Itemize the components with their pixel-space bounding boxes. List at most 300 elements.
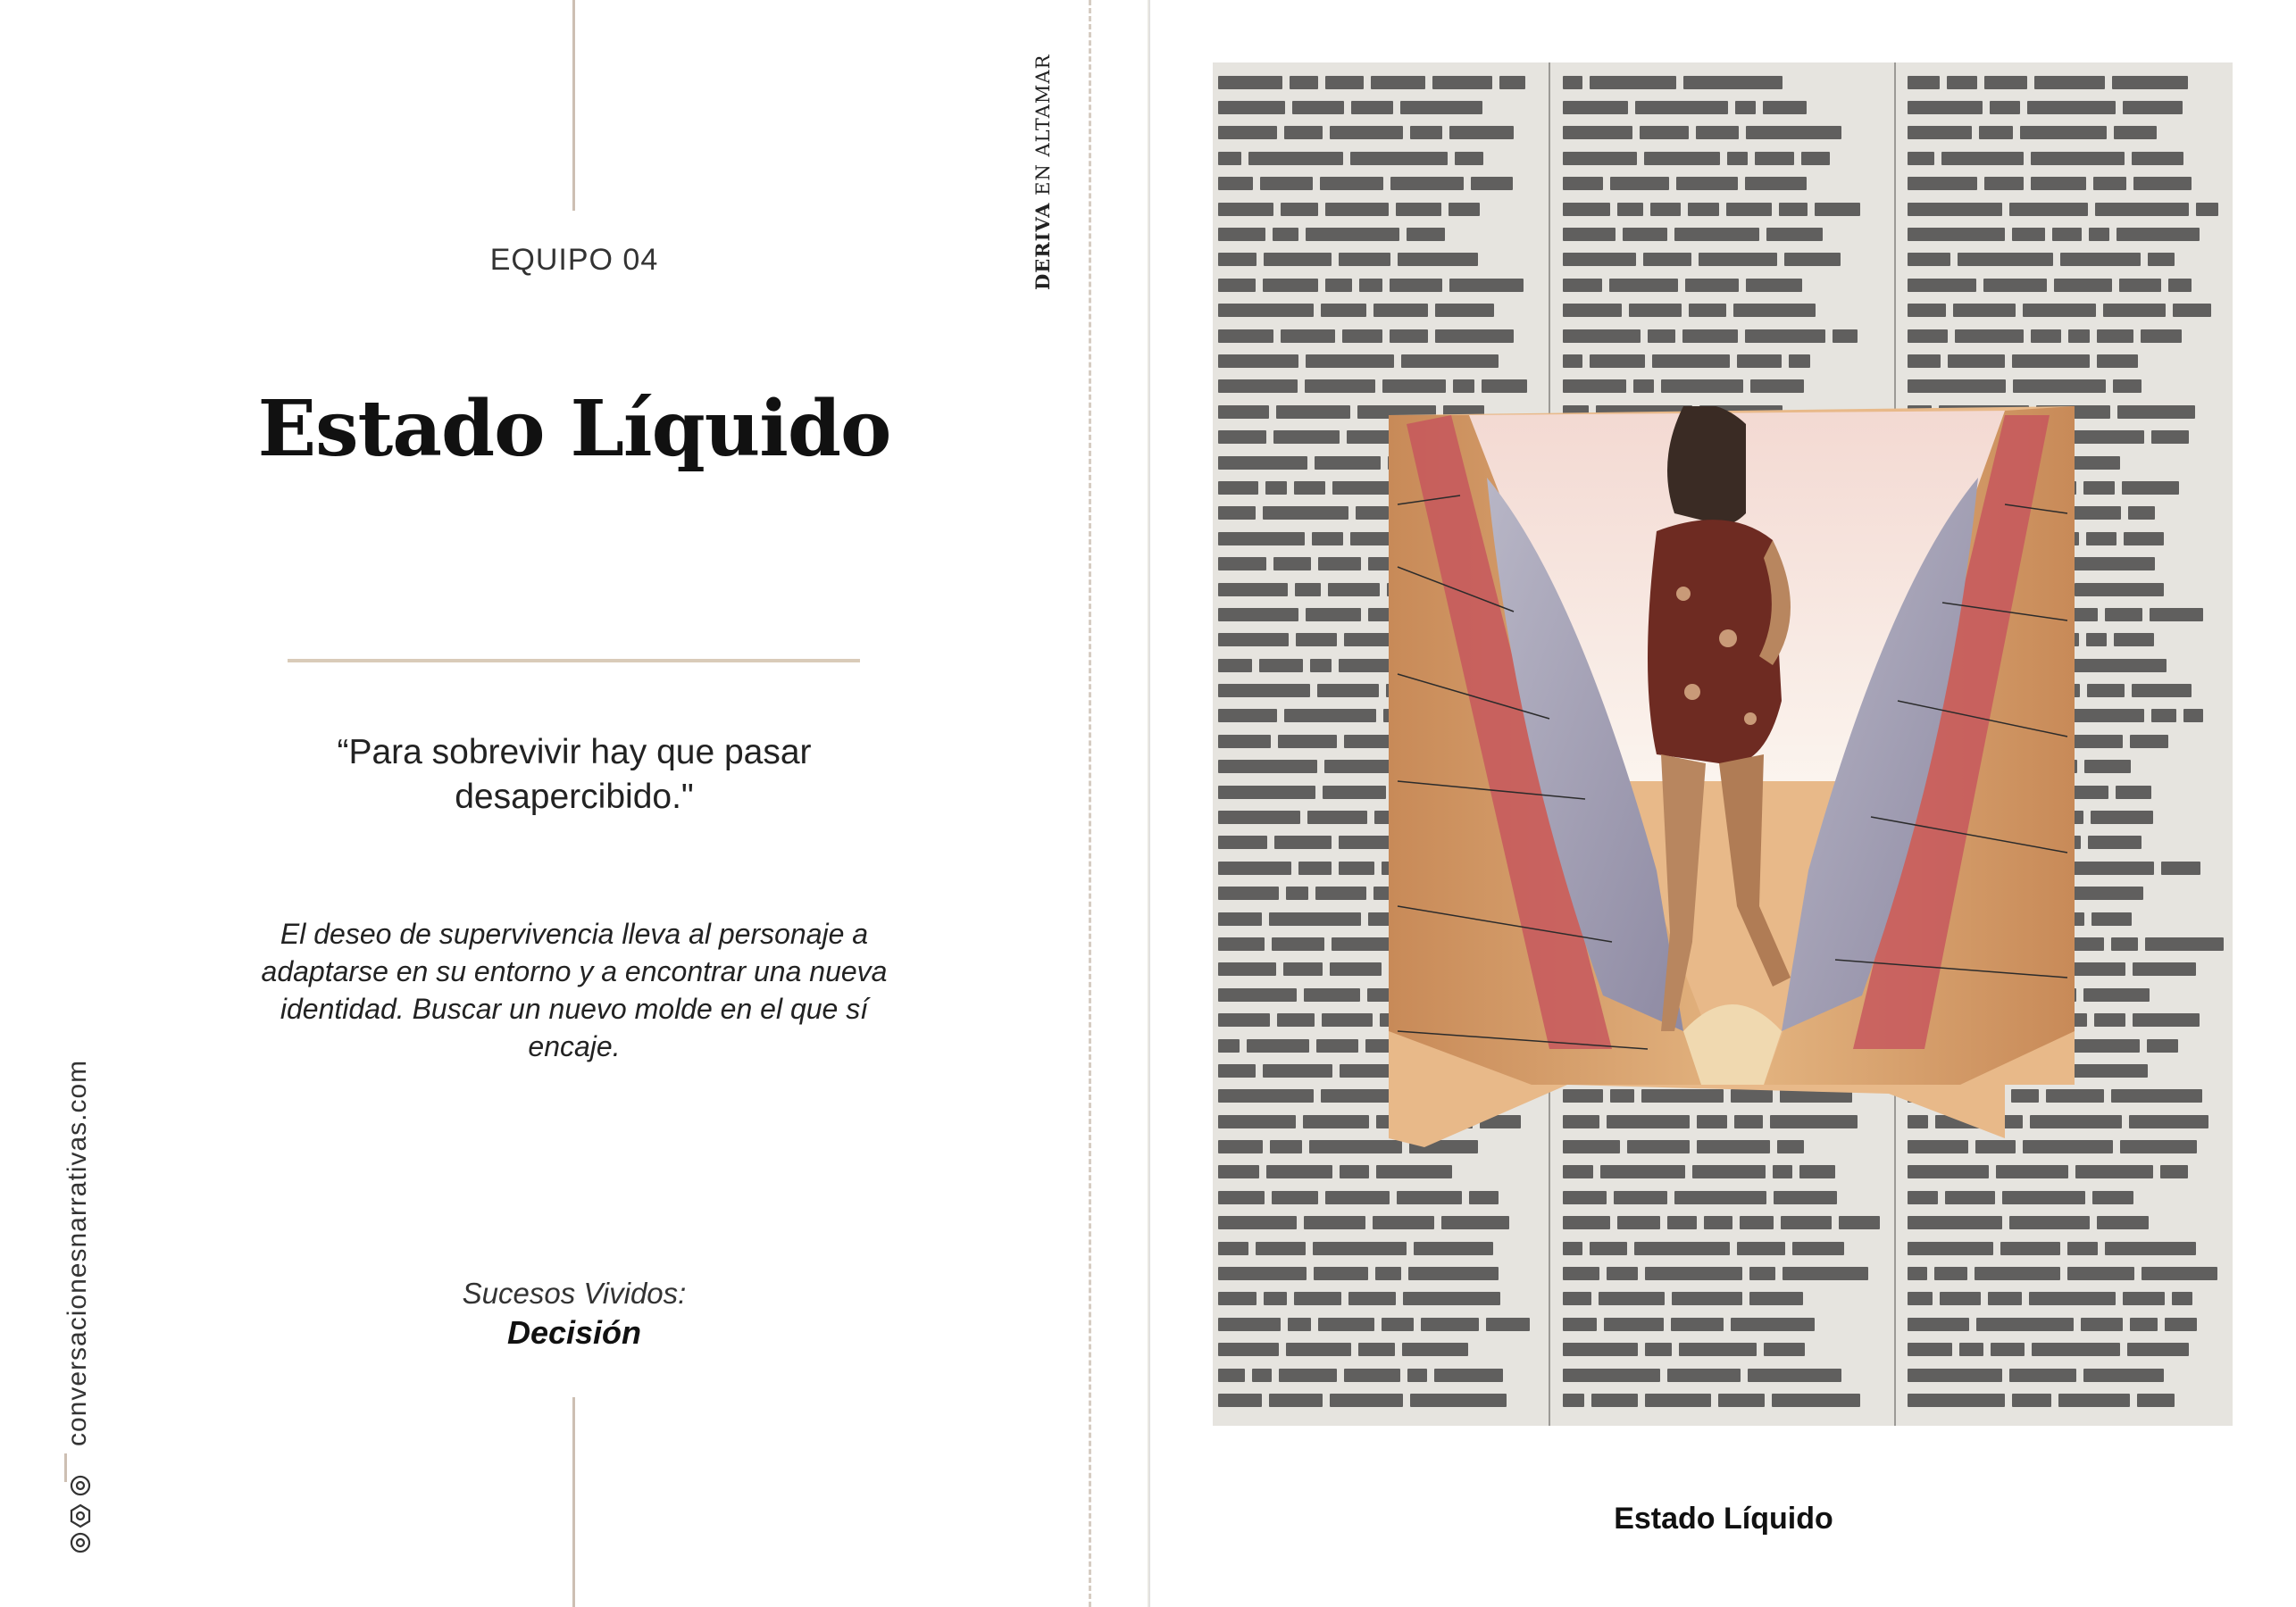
newsprint-word	[2013, 379, 2106, 393]
newsprint-line	[1902, 1261, 2233, 1286]
newsprint-line	[1213, 1387, 1545, 1412]
newsprint-word	[1471, 177, 1513, 190]
newsprint-word	[1667, 1216, 1697, 1229]
newsprint-word	[1218, 1343, 1279, 1356]
newsprint-word	[1359, 279, 1382, 292]
newsprint-word	[1650, 203, 1681, 216]
newsprint-word	[1218, 1140, 1263, 1153]
newsprint-word	[1908, 1191, 1938, 1204]
newsprint-line	[1213, 70, 1545, 95]
newsprint-word	[1683, 76, 1783, 89]
newsprint-word	[1674, 1191, 1766, 1204]
newsprint-line	[1213, 1236, 1545, 1261]
newsprint-word	[1272, 1191, 1318, 1204]
newsprint-word	[1328, 583, 1380, 596]
newsprint-word	[1563, 177, 1603, 190]
newsprint-word	[2031, 177, 2086, 190]
newsprint-word	[1218, 1216, 1297, 1229]
brand-logo-icon	[66, 1473, 95, 1555]
newsprint-word	[2052, 228, 2082, 241]
newsprint-word	[1218, 1013, 1270, 1027]
newsprint-word	[1908, 76, 1940, 89]
newsprint-word	[2097, 354, 2138, 368]
newsprint-word	[1908, 1343, 1952, 1356]
newsprint-word	[1373, 304, 1428, 317]
newsprint-word	[1218, 557, 1266, 570]
newsprint-word	[1407, 228, 1445, 241]
newsprint-word	[2147, 1039, 2178, 1053]
newsprint-word	[1908, 228, 2005, 241]
newsprint-word	[1449, 126, 1514, 139]
newsprint-word	[1270, 1140, 1302, 1153]
newsprint-word	[1783, 1267, 1868, 1280]
newsprint-word	[1685, 279, 1739, 292]
newsprint-line	[1213, 1362, 1545, 1387]
newsprint-word	[2123, 101, 2183, 114]
newsprint-word	[1325, 76, 1364, 89]
newsprint-word	[1645, 1343, 1672, 1356]
newsprint-word	[1640, 126, 1689, 139]
newsprint-word	[2029, 1292, 2116, 1305]
newsprint-word	[1774, 1191, 1837, 1204]
newsprint-word	[1350, 152, 1448, 165]
newsprint-word	[1390, 329, 1428, 343]
newsprint-word	[1290, 76, 1318, 89]
newsprint-word	[2060, 253, 2141, 266]
newsprint-word	[1563, 126, 1632, 139]
newsprint-word	[1218, 1369, 1245, 1382]
newsprint-word	[1792, 1242, 1844, 1255]
newsprint-word	[2075, 583, 2164, 596]
newsprint-line	[1213, 171, 1545, 196]
newsprint-word	[1218, 1165, 1259, 1178]
newsprint-word	[1318, 1318, 1374, 1331]
newsprint-word	[1908, 1369, 2002, 1382]
newsprint-word	[1908, 304, 1946, 317]
newsprint-word	[1273, 557, 1311, 570]
newsprint-word	[1218, 1242, 1248, 1255]
newsprint-word	[1344, 633, 1392, 646]
newsprint-word	[2091, 811, 2153, 824]
newsprint-word	[1563, 228, 1616, 241]
newsprint-word	[2032, 1343, 2120, 1356]
newsprint-line	[1902, 1311, 2233, 1336]
newsprint-word	[1265, 481, 1287, 495]
newsprint-word	[1435, 329, 1514, 343]
newsprint-word	[1735, 101, 1756, 114]
newsprint-word	[2012, 354, 2090, 368]
newsprint-word	[1322, 1013, 1373, 1027]
newsprint-word	[1953, 304, 2016, 317]
newsprint-word	[1218, 456, 1307, 470]
newsprint-word	[2083, 1369, 2164, 1382]
newsprint-word	[1281, 329, 1335, 343]
newsprint-word	[1264, 1292, 1287, 1305]
newsprint-word	[1310, 659, 1332, 672]
newsprint-word	[1983, 279, 2047, 292]
newsprint-word	[1948, 354, 2005, 368]
newsprint-word	[2068, 329, 2090, 343]
newsprint-word	[1748, 1369, 1841, 1382]
newsprint-word	[1908, 1394, 2005, 1407]
newsprint-word	[2086, 633, 2107, 646]
newsprint-line	[1557, 1185, 1890, 1210]
newsprint-word	[1382, 379, 1446, 393]
newsprint-line	[1902, 196, 2233, 221]
newsprint-word	[2075, 1165, 2153, 1178]
newsprint-word	[2173, 304, 2211, 317]
newsprint-word	[1390, 279, 1442, 292]
newsprint-word	[1908, 152, 1934, 165]
newsprint-word	[1959, 1343, 1983, 1356]
newsprint-word	[1330, 1394, 1403, 1407]
newsprint-word	[1679, 1343, 1757, 1356]
newsprint-line	[1213, 298, 1545, 323]
newsprint-word	[1342, 329, 1382, 343]
newsprint-word	[1645, 1267, 1742, 1280]
newsprint-word	[1375, 1267, 1401, 1280]
newsprint-word	[1749, 1267, 1775, 1280]
newsprint-line	[1557, 374, 1890, 399]
newsprint-word	[1315, 887, 1366, 900]
newsprint-word	[1763, 101, 1807, 114]
newsprint-line	[1557, 1160, 1890, 1185]
newsprint-word	[1941, 152, 2024, 165]
newsprint-word	[1218, 786, 1315, 799]
newsprint-line	[1557, 1261, 1890, 1286]
newsprint-word	[1766, 228, 1823, 241]
newsprint-word	[1958, 253, 2053, 266]
newsprint-word	[1990, 101, 2020, 114]
newsprint-word	[2123, 1292, 2165, 1305]
spine-title: DERIVA EN ALTAMAR	[1031, 54, 1054, 290]
newsprint-line	[1213, 1160, 1545, 1185]
newsprint-word	[1303, 1115, 1369, 1128]
newsprint-word	[2009, 203, 2088, 216]
newsprint-word	[1218, 583, 1288, 596]
newsprint-word	[2128, 506, 2155, 520]
newsprint-word	[1746, 126, 1841, 139]
newsprint-word	[1414, 1242, 1493, 1255]
newsprint-word	[2112, 76, 2188, 89]
newsprint-word	[1674, 228, 1759, 241]
newsprint-word	[1839, 1216, 1880, 1229]
newsprint-line	[1213, 1211, 1545, 1236]
newsprint-word	[1590, 354, 1645, 368]
newsprint-line	[1557, 221, 1890, 246]
newsprint-word	[1643, 253, 1691, 266]
newsprint-word	[2196, 203, 2218, 216]
newsprint-word	[1976, 1318, 2074, 1331]
newsprint-word	[2031, 329, 2061, 343]
newsprint-line	[1902, 1362, 2233, 1387]
newsprint-word	[1563, 304, 1622, 317]
newsprint-word	[1563, 1242, 1582, 1255]
newsprint-word	[1318, 557, 1361, 570]
newsprint-word	[1263, 279, 1318, 292]
newsprint-word	[1731, 1318, 1815, 1331]
newsprint-word	[1402, 1343, 1468, 1356]
newsprint-line	[1557, 348, 1890, 373]
newsprint-word	[2124, 532, 2164, 545]
newsprint-word	[1344, 1369, 1400, 1382]
newsprint-line	[1557, 196, 1890, 221]
newsprint-line	[1557, 171, 1890, 196]
newsprint-word	[1316, 1039, 1358, 1053]
newsprint-word	[1733, 304, 1816, 317]
newsprint-word	[1908, 1216, 2002, 1229]
newsprint-word	[2023, 304, 2096, 317]
newsprint-word	[1321, 304, 1366, 317]
newsprint-word	[2116, 228, 2200, 241]
description-text: El deseo de supervivencia lleva al personaje a adaptarse en su entorno y a encontrar una nueva identidad. Buscar un nuevo molde en el que sí encaje.	[261, 918, 888, 1062]
newsprint-word	[1908, 354, 1941, 368]
newsprint-line	[1213, 196, 1545, 221]
bottom-divider	[572, 1397, 575, 1607]
newsprint-word	[1218, 709, 1277, 722]
newsprint-word	[2072, 709, 2144, 722]
newsprint-word	[1218, 177, 1253, 190]
newsprint-word	[2097, 329, 2133, 343]
newsprint-word	[1689, 304, 1726, 317]
newsprint-word	[1781, 1216, 1832, 1229]
collage-image	[1389, 406, 2075, 1147]
newsprint-word	[1398, 253, 1478, 266]
newsprint-word	[1908, 1292, 1933, 1305]
newsprint-word	[1218, 1267, 1307, 1280]
newsprint-word	[1590, 76, 1676, 89]
newsprint-word	[2117, 405, 2195, 419]
newsprint-word	[1252, 1369, 1272, 1382]
newsprint-word	[2119, 279, 2161, 292]
newsprint-word	[1259, 659, 1303, 672]
newsprint-word	[1600, 1165, 1685, 1178]
spine-fold-line	[1089, 0, 1091, 1607]
newsprint-word	[2034, 76, 2105, 89]
newsprint-word	[2133, 962, 2196, 976]
newsprint-word	[1218, 279, 1256, 292]
newsprint-word	[2067, 1242, 2098, 1255]
newsprint-line	[1557, 247, 1890, 272]
newsprint-word	[2111, 937, 2138, 951]
right-page-caption: Estado Líquido	[1614, 1502, 1833, 1536]
newsprint-word	[1975, 1267, 2060, 1280]
newsprint-word	[1617, 1216, 1660, 1229]
newsprint-word	[1644, 152, 1720, 165]
newsprint-word	[2009, 1216, 2090, 1229]
newsprint-word	[2172, 1292, 2192, 1305]
newsprint-word	[1218, 684, 1310, 697]
newsprint-word	[2113, 379, 2142, 393]
events-value: Decisión	[506, 1314, 642, 1351]
newsprint-word	[1449, 279, 1524, 292]
newsprint-word	[1306, 228, 1399, 241]
newsprint-word	[1218, 811, 1300, 824]
newsprint-word	[1218, 1292, 1257, 1305]
newsprint-word	[1563, 279, 1602, 292]
newsprint-word	[1737, 354, 1782, 368]
newsprint-word	[1799, 1165, 1835, 1178]
newsprint-word	[1661, 379, 1743, 393]
newsprint-word	[1908, 253, 1950, 266]
newsprint-word	[1563, 1343, 1638, 1356]
title-rule	[288, 659, 860, 662]
newsprint-word	[1672, 1292, 1742, 1305]
newsprint-word	[1323, 786, 1386, 799]
newsprint-word	[1908, 126, 1972, 139]
newsprint-word	[2072, 659, 2167, 672]
website-link[interactable]: conversacionesnarrativas.com	[63, 1059, 92, 1446]
newsprint-line	[1557, 1337, 1890, 1362]
newsprint-word	[1218, 937, 1265, 951]
newsprint-word	[1635, 101, 1728, 114]
newsprint-word	[2160, 1165, 2188, 1178]
newsprint-word	[1718, 1394, 1765, 1407]
newsprint-word	[2000, 1242, 2060, 1255]
newsprint-word	[1610, 177, 1669, 190]
newsprint-word	[1410, 126, 1442, 139]
newsprint-word	[1563, 354, 1582, 368]
newsprint-line	[1557, 1311, 1890, 1336]
team-label: EQUIPO 04	[489, 243, 659, 277]
newsprint-line	[1557, 146, 1890, 171]
newsprint-line	[1213, 146, 1545, 171]
newsprint-word	[2081, 1318, 2123, 1331]
newsprint-word	[1745, 177, 1807, 190]
newsprint-word	[1945, 1191, 1995, 1204]
newsprint-word	[1218, 1115, 1296, 1128]
newsprint-word	[1218, 203, 1273, 216]
newsprint-word	[2088, 836, 2142, 849]
newsprint-line	[1557, 323, 1890, 348]
newsprint-word	[1645, 1394, 1711, 1407]
newsprint-word	[1298, 862, 1332, 875]
newsprint-word	[1382, 1318, 1414, 1331]
newsprint-word	[1218, 253, 1257, 266]
newsprint-word	[1563, 1369, 1660, 1382]
newsprint-word	[1356, 506, 1389, 520]
newsprint-word	[1218, 1394, 1262, 1407]
newsprint-word	[1614, 1191, 1667, 1204]
newsprint-word	[1306, 354, 1394, 368]
newsprint-word	[1218, 887, 1279, 900]
newsprint-word	[2116, 786, 2151, 799]
newsprint-word	[1779, 203, 1808, 216]
newsprint-word	[1248, 152, 1343, 165]
newsprint-word	[1263, 506, 1348, 520]
quote-text: “Para sobrevivir hay que pasar desapercibido."	[337, 733, 812, 816]
newsprint-word	[1314, 1267, 1368, 1280]
newsprint-word	[1218, 1039, 1240, 1053]
newsprint-word	[1263, 1064, 1332, 1078]
newsprint-word	[1218, 862, 1291, 875]
newsprint-word	[1634, 1242, 1730, 1255]
newsprint-word	[1218, 76, 1282, 89]
newsprint-word	[1563, 1394, 1584, 1407]
newsprint-word	[1696, 126, 1739, 139]
newsprint-word	[1278, 735, 1337, 748]
newsprint-word	[1400, 101, 1482, 114]
newsprint-line	[1557, 1362, 1890, 1387]
newsprint-word	[2058, 1394, 2130, 1407]
newsprint-word	[1737, 1242, 1785, 1255]
newsprint-word	[1908, 101, 1983, 114]
newsprint-word	[2084, 760, 2131, 773]
newsprint-word	[1286, 1343, 1351, 1356]
newsprint-word	[2083, 988, 2150, 1002]
newsprint-line	[1213, 95, 1545, 120]
newsprint-line	[1213, 121, 1545, 146]
newsprint-word	[1469, 1191, 1499, 1204]
newsprint-word	[1218, 659, 1252, 672]
newsprint-word	[1218, 735, 1271, 748]
newsprint-word	[1304, 1216, 1365, 1229]
newsprint-word	[1330, 962, 1382, 976]
newsprint-line	[1213, 272, 1545, 297]
events-label: Sucesos Vividos:	[462, 1277, 687, 1310]
newsprint-word	[1315, 456, 1381, 470]
newsprint-word	[1991, 1343, 2025, 1356]
newsprint-word	[1599, 1292, 1665, 1305]
newsprint-word	[1305, 379, 1375, 393]
newsprint-word	[1455, 152, 1483, 165]
newsprint-word	[1294, 481, 1325, 495]
newsprint-word	[1284, 126, 1323, 139]
newsprint-word	[1984, 177, 2024, 190]
newsprint-word	[2103, 304, 2166, 317]
newsprint-word	[1401, 354, 1499, 368]
newsprint-word	[1486, 1318, 1530, 1331]
newsprint-word	[1563, 1292, 1591, 1305]
newsprint-line	[1213, 1311, 1545, 1336]
newsprint-word	[1682, 329, 1738, 343]
newsprint-word	[1348, 1292, 1396, 1305]
newsprint-word	[1410, 1394, 1507, 1407]
newsprint-word	[1676, 177, 1738, 190]
newsprint-word	[1629, 304, 1682, 317]
newsprint-line	[1557, 121, 1890, 146]
newsprint-word	[1563, 152, 1637, 165]
newsprint-word	[1996, 1165, 2068, 1178]
newsprint-line	[1902, 221, 2233, 246]
newsprint-line	[1213, 1261, 1545, 1286]
newsprint-line	[1213, 348, 1545, 373]
newsprint-word	[1276, 405, 1350, 419]
newsprint-word	[2091, 912, 2132, 926]
newsprint-word	[2161, 862, 2200, 875]
newsprint-word	[1247, 1039, 1309, 1053]
newsprint-word	[1908, 379, 2006, 393]
newsprint-word	[1286, 887, 1308, 900]
newsprint-word	[1908, 1318, 1969, 1331]
newsprint-word	[2132, 152, 2183, 165]
newsprint-word	[1563, 379, 1626, 393]
newsprint-word	[1688, 203, 1719, 216]
newsprint-word	[2105, 608, 2142, 621]
newsprint-word	[1218, 760, 1317, 773]
newsprint-line	[1557, 1286, 1890, 1311]
newsprint-word	[1340, 1165, 1369, 1178]
newsprint-word	[1306, 608, 1361, 621]
newsprint-line	[1213, 1337, 1545, 1362]
newsprint-word	[1218, 608, 1298, 621]
newsprint-word	[1269, 1394, 1323, 1407]
newsprint-word	[2093, 177, 2126, 190]
newsprint-word	[2031, 152, 2125, 165]
newsprint-word	[2020, 126, 2107, 139]
newsprint-word	[1218, 962, 1276, 976]
newsprint-word	[1218, 354, 1298, 368]
